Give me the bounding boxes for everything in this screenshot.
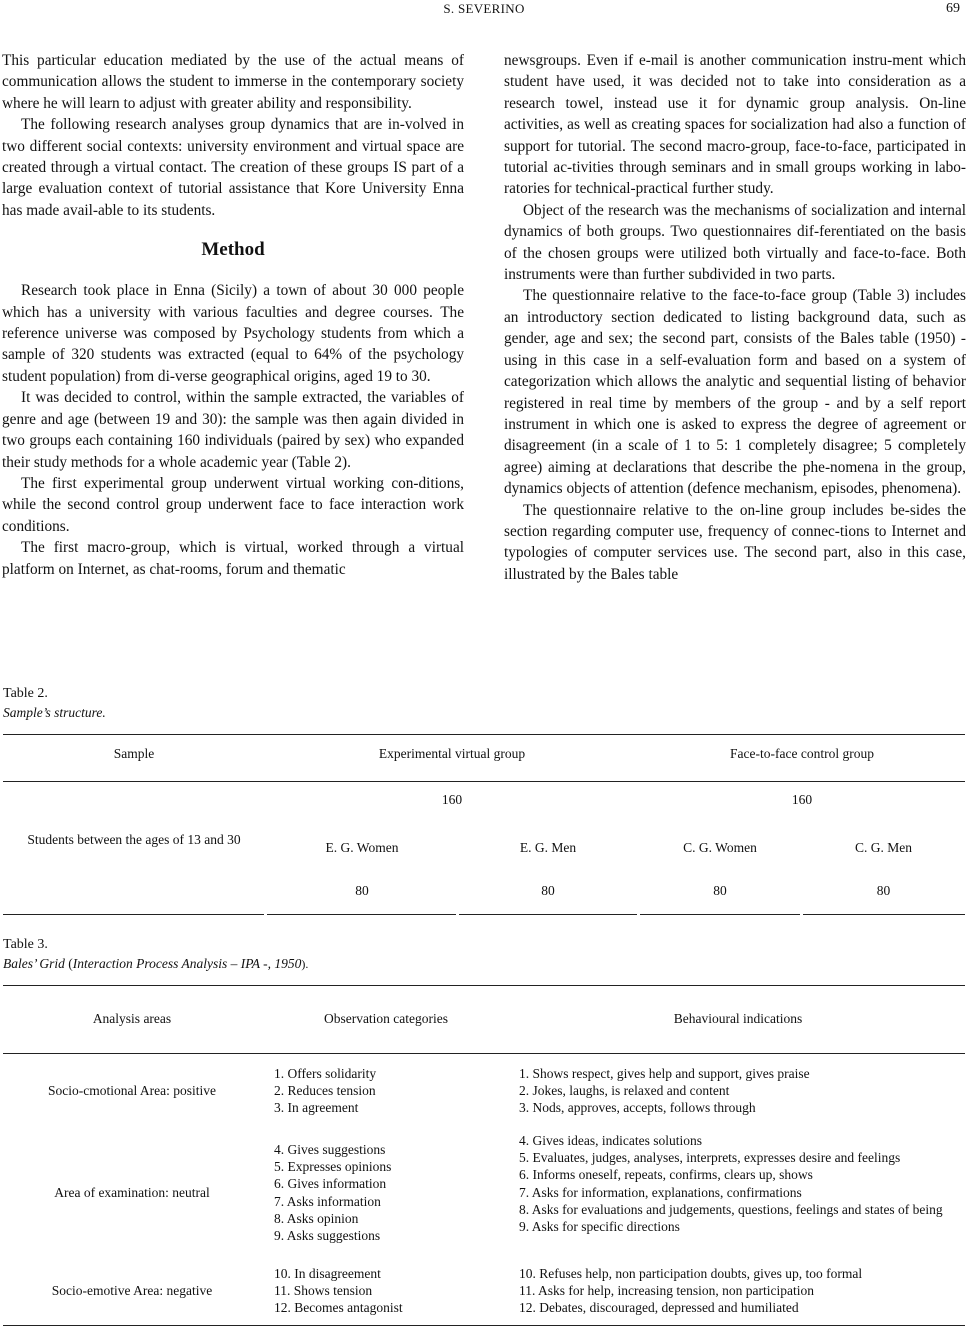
- paragraph: newsgroups. Even if e-mail is another communication instru-ment which student have used, it was decided not to take into consideration as a research towel, instead use it for dynamic group analysis. On-line activities, as well as creating spaces for socialization had also a function of support for tutorial. The second macro-group, face-to-face, participated in tutorial ac-tivities through seminars and in small groups working in labo-ratories for technical-practical further study.: [504, 52, 966, 198]
- table-rule: [3, 1053, 965, 1054]
- table3-subtitle-italic: Interaction Process Analysis – IPA -, 1950: [72, 956, 302, 971]
- table2-caption: Table 2.: [3, 686, 48, 701]
- table2-count: 80: [713, 883, 727, 898]
- table3-indications: 1. Shows respect, gives help and support, gives praise 2. Jokes, laughs, is relaxed and content 3. Nods, approves, accepts, follows through: [519, 1066, 810, 1116]
- table2-subgroup: C. G. Women: [683, 840, 757, 855]
- table3-indications: 4. Gives ideas, indicates solutions 5. Evaluates, judges, analyses, interprets, expresses desire and feelings 6. Informs oneself, repeats, confirms, clears up, shows 7. Asks for information, explanations, confirmations 8. Asks for evaluations and judgements, questions, feelings and states of being 9. Asks for specific directions: [519, 1133, 943, 1235]
- table3-area: Socio-cmotional Area: positive: [48, 1083, 216, 1098]
- paragraph: It was decided to control, within the sample extracted, the variables of genre and age (between 19 and 30): the sample was then again divided in two groups each containing 160 individuals (paired by sex) who expanded their study methods for a whole academic year (Table 2).: [2, 389, 464, 471]
- table2-total-control: 160: [791, 792, 813, 807]
- paragraph: The first macro-group, which is virtual, worked through a virtual platform on Internet, as chat-rooms, forum and thematic: [2, 539, 464, 578]
- table3: [3, 985, 965, 1327]
- page-header: [0, 0, 968, 22]
- table3-subtitle-open: (: [64, 956, 73, 971]
- table2-subtitle: Sample’s structure.: [3, 705, 106, 720]
- table-rule: [640, 914, 800, 915]
- paragraph: The following research analyses group dynamics that are in-volved in two different social contexts: university environment and virtual space are created through a virtual contact. The creation of these groups IS part of a large evaluation context of tutorial assistance that Kore University Enna has made avail-able to its students.: [2, 116, 464, 219]
- page-number: 69: [946, 1, 960, 16]
- table2-count: 80: [355, 883, 369, 898]
- paragraph: Object of the research was the mechanisms of socialization and internal dynamics of both groups. Two questionnaires dif-ferentiated on the basis of the chosen groups were utilized both virtually and face-to-face. Both instruments were than further subdivided in two parts.: [504, 201, 966, 284]
- table2-subgroup: E. G. Women: [325, 840, 399, 855]
- table2-row-label: Students between the ages of 13 and 30: [27, 832, 241, 847]
- paragraph: The questionnaire relative to the on-line group includes be-sides the section regarding computer use, frequency of connec-tions to Internet and typologies of computer services use. The second part, also in this case, illustrated by the Bales table: [504, 501, 966, 583]
- table3-area: Socio-emotive Area: negative: [51, 1283, 213, 1298]
- table3-indications: 10. Refuses help, non participation doubts, gives up, too formal 11. Asks for help, increasing tension, non participation 12. Debates, discouraged, depressed and humiliated: [519, 1266, 863, 1316]
- left-column: [2, 50, 464, 580]
- table3-header-areas: Analysis areas: [92, 1011, 172, 1026]
- table3-categories: 1. Offers solidarity 2. Reduces tension 3. In agreement: [274, 1066, 377, 1116]
- paragraph: The questionnaire relative to the face-to-face group (Table 3) includes an introductory section dedicated to listing background data, such as gender, age and sex; the second part, consists of the Bales table (1950) - using in this case in a self-evaluation form and based on a system of categorization which allows the analytic and sequential listing of behavior registered in real time by members of the group - and by a self report instrument in which one is asked to express the degree of agreement or disagreement (in a scale of 1 to 5: 1 completely disagree; 5 completely agree) aiming at declarations that describe the phe-nomena in the group, dynamics objects of attention (defence mechanism, episodes, phenomena).: [504, 287, 966, 498]
- table2: [3, 734, 965, 915]
- running-head-author: S. SEVERINO: [443, 1, 525, 16]
- table2-subgroup: E. G. Men: [519, 840, 577, 855]
- table3-subtitle-close: ).: [301, 957, 309, 971]
- table-rule: [3, 985, 965, 986]
- table-rule: [3, 1325, 965, 1326]
- table3-subtitle-prefix: Bales’ Grid: [3, 956, 65, 971]
- table3-area: Area of examination: neutral: [54, 1185, 210, 1200]
- right-column: [504, 50, 966, 585]
- table-rule: [3, 781, 965, 782]
- table3-caption-block: [3, 935, 308, 974]
- table-rule: [3, 734, 965, 735]
- table2-count: 80: [541, 883, 555, 898]
- table2-count: 80: [876, 883, 891, 898]
- table2-caption-block: [3, 684, 106, 722]
- table3-categories: 10. In disagreement 11. Shows tension 12. Becomes antagonist: [274, 1266, 403, 1316]
- paragraph: Research took place in Enna (Sicily) a town of about 30 000 people which has a university with various faculties and degree courses. The reference universe was composed by Psychology students from which a sample of 320 students was extracted (equal to 64% of the psychology student population) from di-verse geographical origins, aged 19 to 30.: [2, 282, 464, 385]
- table2-subgroup: C. G. Men: [855, 840, 912, 855]
- table-rule: [3, 914, 264, 915]
- table3-subtitle: [3, 954, 308, 974]
- table2-total-experimental: 160: [441, 792, 463, 807]
- table3-caption: Table 3.: [3, 937, 48, 952]
- table3-header-indications: Behavioural indications: [673, 1011, 803, 1026]
- section-heading-method: Method: [201, 239, 265, 261]
- table2-header-control: Face-to-face control group: [730, 746, 874, 761]
- table-rule: [459, 914, 637, 915]
- table2-header-experimental: Experimental virtual group: [378, 746, 526, 761]
- table-rule: [803, 914, 965, 915]
- paragraph: This particular education mediated by the use of the actual means of communication allows the student to immerse in the contemporary society where he will learn to adjust with greater ability and responsibility.: [2, 52, 464, 112]
- table3-header-categories: Observation categories: [323, 1011, 449, 1026]
- table2-header-sample: Sample: [113, 746, 155, 761]
- table-rule: [267, 914, 456, 915]
- paragraph: The first experimental group underwent virtual working con-ditions, while the second control group underwent face to face interaction work conditions.: [2, 474, 464, 535]
- table3-categories: 4. Gives suggestions 5. Expresses opinions 6. Gives information 7. Asks information 8. Asks opinion 9. Asks suggestions: [274, 1142, 392, 1244]
